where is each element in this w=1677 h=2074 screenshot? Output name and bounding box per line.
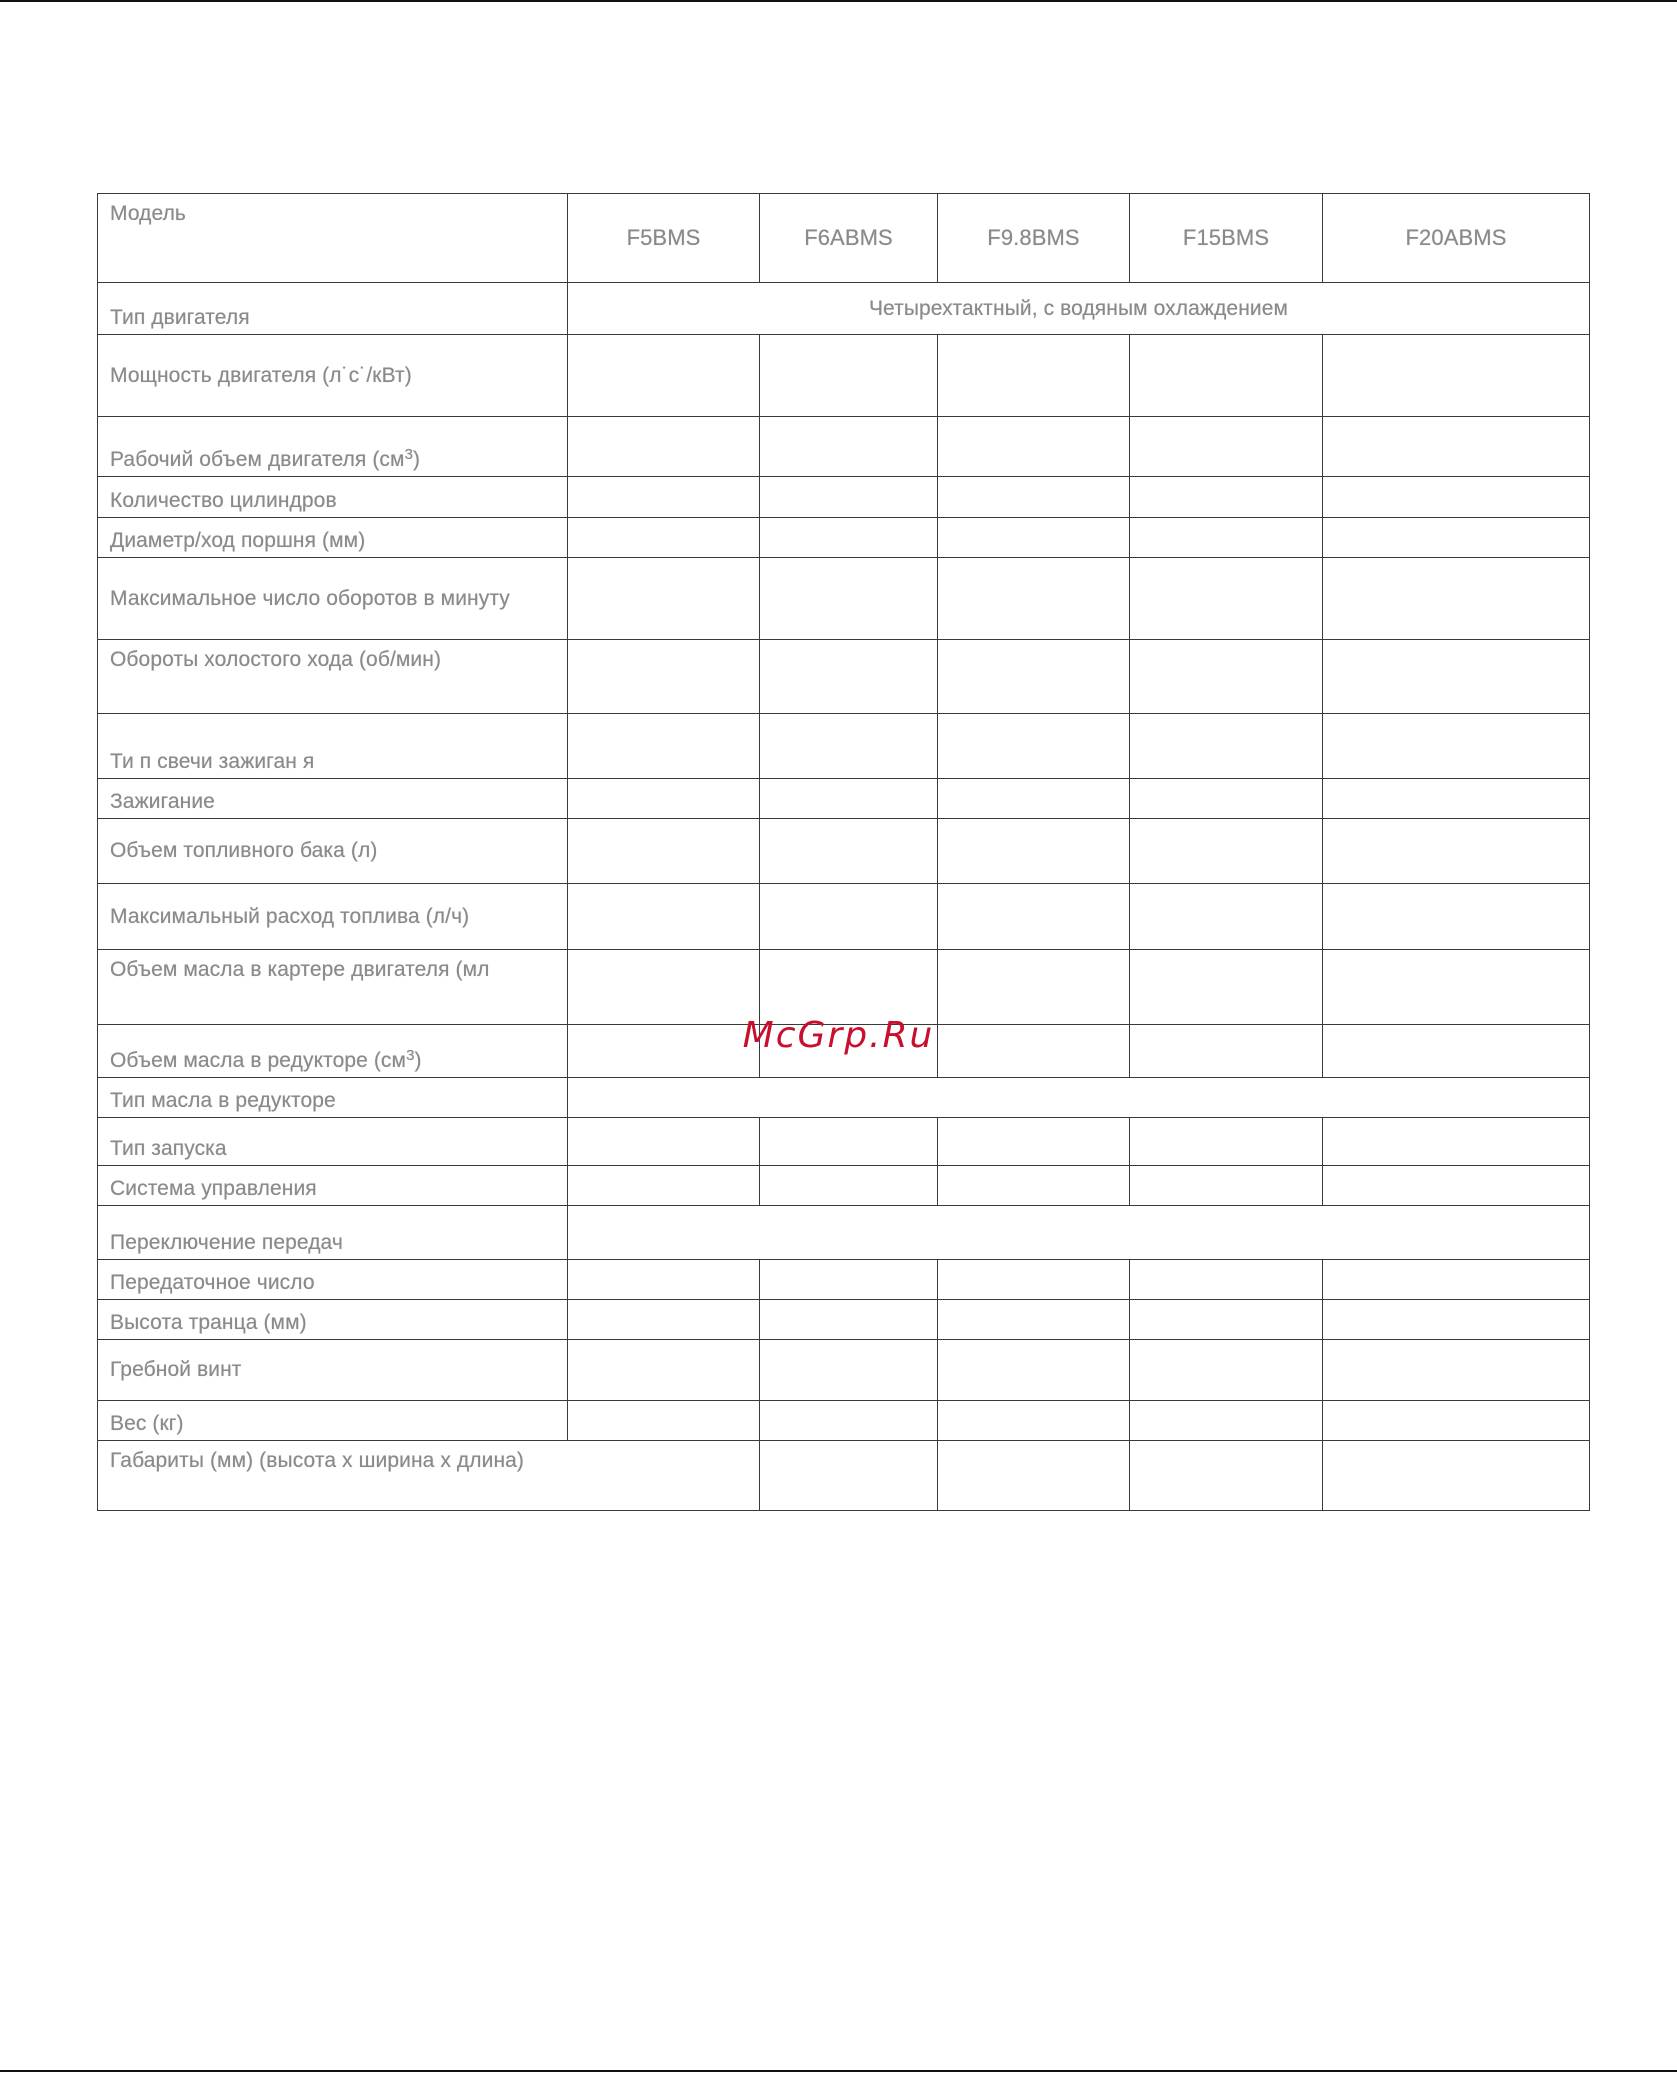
row-label: Объем масла в редукторе $(см^3)$ [98,1025,568,1078]
header-row [98,194,1590,283]
table-row [98,417,1590,477]
table-row [98,819,1590,884]
model-f6abms: F6ABMS [760,194,938,283]
model-f15bms: F15BMS [1130,194,1323,283]
row-label: Рабочий объем двигателя $(см^3)$ [98,417,568,477]
table-row [98,1118,1590,1166]
top-rule [0,0,1677,2]
table-row [98,640,1590,714]
row-label: Максимальный расход топлива (л/ч) [98,884,568,950]
table-row [98,1300,1590,1340]
row-label: Переключение передач [98,1206,568,1260]
table-row [98,477,1590,518]
row-label: Объем масла в картере двигателя (мл [98,950,568,1025]
table-row [98,1166,1590,1206]
model-f9-8bms: F9.8BMS [938,194,1130,283]
table-row [98,1206,1590,1260]
row-label: Обороты холостого хода (об/мин) [98,640,568,714]
row-label: Зажигание [98,779,568,819]
table-row [98,1078,1590,1118]
table-row [98,950,1590,1025]
table-row [98,518,1590,558]
row-label: Гребной винт [98,1340,568,1401]
table-row [98,1260,1590,1300]
row-label: Тип двигателя [98,283,568,335]
table-row [98,884,1590,950]
row-label: Диаметр/ход поршня (мм) [98,518,568,558]
watermark-text: McGrp.Ru [742,1015,935,1056]
row-label: Максимальное число оборотов в минуту [98,558,568,640]
row-label: Габариты (мм) (высота х ширина х длина) [98,1441,760,1511]
table-row [98,558,1590,640]
row-label: Высота транца (мм) [98,1300,568,1340]
model-f5bms: F5BMS [568,194,760,283]
table-row [98,779,1590,819]
spec-table [97,193,1590,1511]
row-label: Объем топливного бака (л) [98,819,568,884]
bottom-rule [0,2070,1677,2072]
table-row [98,283,1590,335]
row-label: Передаточное число [98,1260,568,1300]
row-label: Количество цилиндров [98,477,568,518]
table-row [98,1441,1590,1511]
row-label: Система управления [98,1166,568,1206]
table-row [98,714,1590,779]
row-label: Вес (кг) [98,1401,568,1441]
row-label: Тип масла в редукторе [98,1078,568,1118]
model-label: Модель [98,194,568,283]
row-label: Ти п свечи зажиган я [98,714,568,779]
table-row [98,335,1590,417]
model-f20abms: F20ABMS [1323,194,1590,283]
engine-type-value: Четырехтактный, с водяным охлаждением [568,283,1590,335]
row-label: Тип запуска [98,1118,568,1166]
table-row [98,1340,1590,1401]
row-label: Мощность двигателя (л˙с˙/кВт) [98,335,568,417]
table-row [98,1401,1590,1441]
